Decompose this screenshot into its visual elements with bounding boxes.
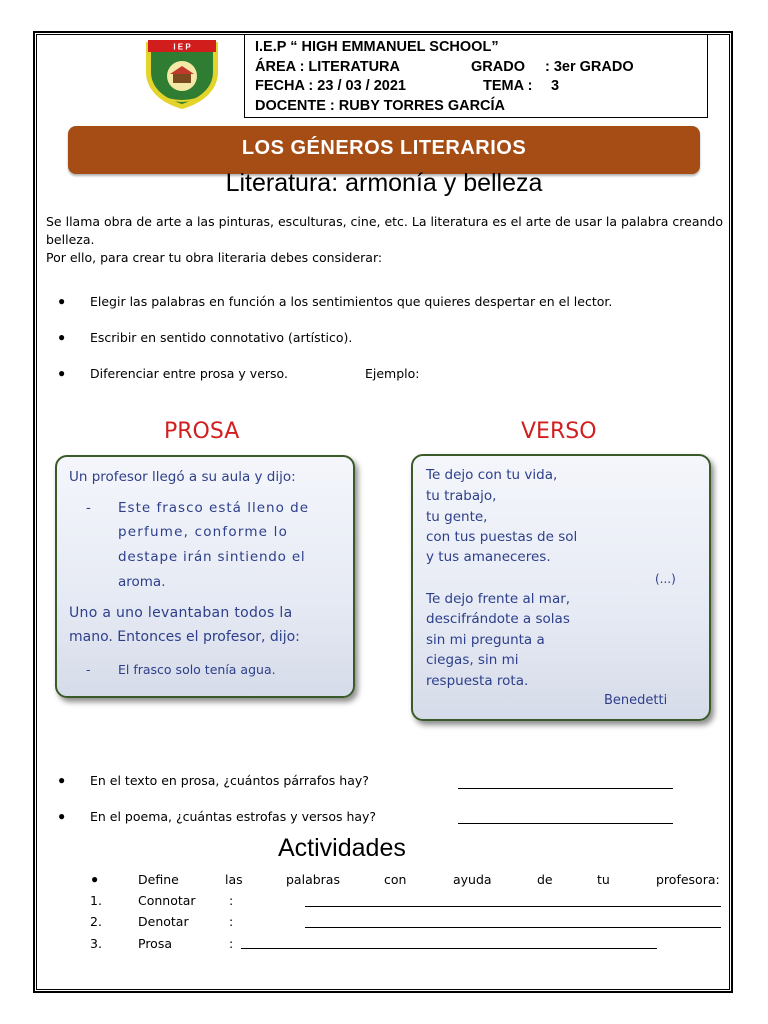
answer-line-1[interactable] — [458, 788, 673, 789]
verso-line-2: tu trabajo, — [426, 488, 497, 504]
prosa-line-7: mano. Entonces el profesor, dijo: — [69, 629, 300, 645]
tema-value: 3 — [551, 78, 560, 94]
item-colon: : — [229, 893, 234, 908]
verso-ellipsis: (...) — [655, 572, 676, 586]
verso-line-7: descifrándote a solas — [426, 611, 570, 627]
prosa-line-2: Este frasco está lleno de — [118, 500, 310, 516]
bullet-text-1: Elegir las palabras en función a los sentimientos que quieres despertar en el lector. — [90, 294, 613, 309]
prosa-line-3: perfume, conforme lo — [118, 524, 289, 540]
verso-line-3: tu gente, — [426, 509, 488, 525]
bullet-text-3: Diferenciar entre prosa y verso. — [90, 366, 288, 381]
verso-author: Benedetti — [604, 693, 668, 708]
prosa-line-6: Uno a uno levantaban todos la — [69, 605, 293, 621]
bullet-icon: ● — [58, 294, 66, 308]
ejemplo-label: Ejemplo: — [365, 366, 420, 381]
item-word-denotar: Denotar — [138, 914, 189, 929]
bullet-icon: ● — [91, 872, 99, 886]
bullet-icon: ● — [58, 809, 66, 823]
prosa-line-1: Un profesor llegó a su aula y dijo: — [69, 469, 296, 485]
answer-line-2[interactable] — [458, 823, 673, 824]
docente-label: DOCENTE : RUBY TORRES GARCÍA — [255, 98, 506, 114]
answer-line-prosa[interactable] — [241, 948, 657, 949]
verso-line-4: con tus puestas de sol — [426, 529, 578, 545]
instruction-word: palabras — [286, 872, 340, 887]
item-colon: : — [229, 914, 234, 929]
prosa-dash-1: - — [86, 500, 91, 516]
verso-line-6: Te dejo frente al mar, — [426, 591, 571, 607]
question-1: En el texto en prosa, ¿cuántos párrafos hay? — [90, 773, 369, 788]
verso-line-9: ciegas, sin mi — [426, 652, 519, 668]
item-word-connotar: Connotar — [138, 893, 196, 908]
area-label: ÁREA : LITERATURA — [255, 59, 400, 75]
school-logo — [142, 36, 222, 110]
bullet-icon: ● — [58, 366, 66, 380]
item-number: 2. — [90, 914, 102, 929]
grado-value: : 3er GRADO — [545, 59, 634, 75]
activities-title: Actividades — [278, 834, 406, 862]
question-2: En el poema, ¿cuántas estrofas y versos hay? — [90, 809, 377, 824]
intro-line-3: Por ello, para crear tu obra literaria debes considerar: — [46, 250, 383, 265]
prosa-dash-2: - — [86, 662, 91, 677]
prosa-line-8: El frasco solo tenía agua. — [118, 662, 276, 677]
verso-line-1: Te dejo con tu vida, — [426, 467, 558, 483]
title-banner — [68, 126, 700, 174]
prosa-line-5: aroma. — [118, 574, 166, 590]
answer-line-denotar[interactable] — [305, 927, 721, 928]
logo-badge-text: I E P — [173, 42, 191, 52]
verso-line-10: respuesta rota. — [426, 673, 529, 689]
fecha-label: FECHA : 23 / 03 / 2021 — [255, 78, 406, 94]
instruction-word: profesora: — [656, 872, 720, 887]
item-number: 3. — [90, 936, 102, 951]
prosa-heading: PROSA — [164, 419, 240, 444]
page-title: LOS GÉNEROS LITERARIOS — [241, 137, 527, 159]
instruction-word: ayuda — [453, 872, 492, 887]
item-word-prosa: Prosa — [138, 936, 173, 951]
verso-line-5: y tus amaneceres. — [426, 549, 551, 565]
school-name: I.E.P “ HIGH EMMANUEL SCHOOL” — [255, 39, 499, 55]
bullet-icon: ● — [58, 330, 66, 344]
bullet-text-2: Escribir en sentido connotativo (artístico). — [90, 330, 353, 345]
instruction-word: de — [537, 872, 553, 887]
bullet-icon: ● — [58, 773, 66, 787]
item-number: 1. — [90, 893, 102, 908]
tema-label: TEMA : — [483, 78, 533, 94]
instruction-word: tu — [597, 872, 610, 887]
subtitle: Literatura: armonía y belleza — [225, 169, 543, 197]
intro-line-1: Se llama obra de arte a las pinturas, esculturas, cine, etc. La literatura es el arte de usar la palabra creando — [46, 214, 724, 229]
verso-line-8: sin mi pregunta a — [426, 632, 545, 648]
instruction-word: las — [225, 872, 243, 887]
instruction-word: Define — [138, 872, 179, 887]
intro-line-2: belleza. — [46, 232, 95, 247]
prosa-line-4: destape irán sintiendo el — [118, 549, 306, 565]
item-colon: : — [229, 936, 234, 951]
instruction-word: con — [384, 872, 407, 887]
verso-heading: VERSO — [521, 419, 597, 444]
answer-line-connotar[interactable] — [305, 906, 721, 907]
grado-label: GRADO — [471, 59, 525, 75]
header-info-box — [244, 34, 708, 118]
